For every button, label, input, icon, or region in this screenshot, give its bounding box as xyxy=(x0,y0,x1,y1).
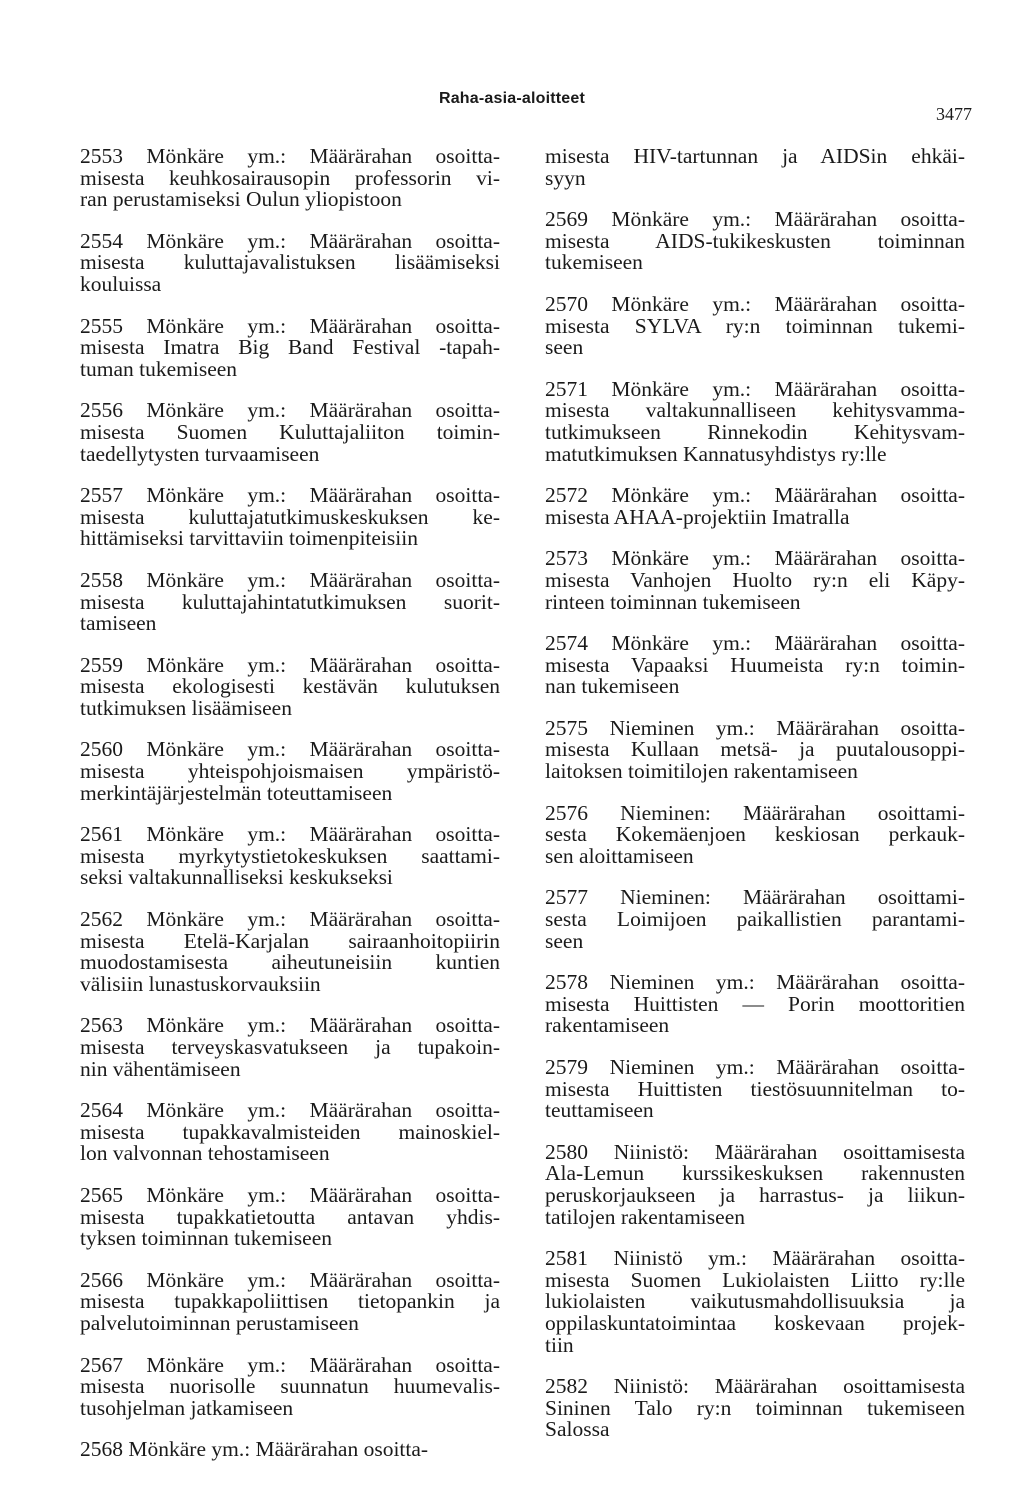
entry-text-line: 2554 Mönkäre ym.: Määrärahan osoitta- xyxy=(80,228,500,253)
entry-text-line: 2580 Niinistö: Määrärahan osoittamisesta xyxy=(545,1139,965,1164)
entry-text-line: palvelutoiminnan perustamiseen xyxy=(80,1310,359,1335)
entry-text-line: Ala-Lemun kurssikeskuksen rakennusten xyxy=(545,1161,965,1186)
entry-text-line: misesta tupakkapoliittisen tietopankin ja xyxy=(80,1289,500,1314)
entry-text-line: misesta kuluttajatutkimuskeskuksen ke- xyxy=(80,504,500,529)
entry-text-line: merkintäjärjestelmän toteuttamiseen xyxy=(80,780,393,805)
entry-text-line: misesta SYLVA ry:n toiminnan tukemi- xyxy=(545,313,965,338)
entry-text-line: tyksen toiminnan tukemiseen xyxy=(80,1226,332,1251)
entry-text-line: tiin xyxy=(545,1332,574,1357)
entry-text-line: misesta keuhkosairausopin professorin vi- xyxy=(80,165,500,190)
entry-text-line: nin vähentämiseen xyxy=(80,1056,241,1081)
entry-text-line: sen aloittamiseen xyxy=(545,843,694,868)
entry-text-line: 2566 Mönkäre ym.: Määrärahan osoitta- xyxy=(80,1267,500,1292)
entry-text-line: tutkimuksen lisäämiseen xyxy=(80,695,292,720)
entry-text-line: lukiolaisten vaikutusmahdollisuuksia ja xyxy=(545,1289,965,1314)
entry-text-line: 2571 Mönkäre ym.: Määrärahan osoitta- xyxy=(545,376,965,401)
entry-text-line: tukemiseen xyxy=(545,250,643,275)
motion-entry xyxy=(80,1267,500,1335)
entry-text-line: taedellytysten turvaamiseen xyxy=(80,441,320,466)
entry-text-line: rakentamiseen xyxy=(545,1013,670,1038)
motion-entry xyxy=(80,567,500,636)
motion-entry xyxy=(545,209,965,274)
entry-text-line: 2581 Niinistö ym.: Määrärahan osoitta- xyxy=(545,1246,965,1271)
motion-entry xyxy=(545,548,965,613)
motion-entry xyxy=(80,1352,500,1420)
entry-text-line: 2553 Mönkäre ym.: Määrärahan osoitta- xyxy=(80,144,500,168)
motion-entry xyxy=(545,485,965,528)
motion-entry xyxy=(545,1057,965,1122)
entry-text-line: nan tukemiseen xyxy=(545,674,680,699)
entry-text-line: misesta Huittisten — Porin moottoritien xyxy=(545,991,965,1016)
entry-text-line: misesta AIDS-tukikeskusten toiminnan xyxy=(545,228,965,253)
motion-entry xyxy=(80,909,500,995)
motion-entry xyxy=(545,291,965,360)
entry-text-line: Sininen Talo ry:n toiminnan tukemiseen xyxy=(545,1395,965,1420)
entry-text-line: 2574 Mönkäre ym.: Määrärahan osoitta- xyxy=(545,631,965,656)
motion-entry xyxy=(80,652,500,720)
entry-text-line: 2567 Mönkäre ym.: Määrärahan osoitta- xyxy=(80,1352,500,1377)
entry-text-line: tamiseen xyxy=(80,611,157,636)
entry-text-line: sesta Loimijoen paikallistien parantami- xyxy=(545,907,965,932)
entry-text-line: syyn xyxy=(545,165,586,190)
entry-text-line: 2565 Mönkäre ym.: Määrärahan osoitta- xyxy=(80,1182,500,1207)
entry-text-line: välisiin lunastuskorvauksiin xyxy=(80,971,321,996)
motion-entry xyxy=(545,376,965,466)
entry-text-line: tutkimukseen Rinnekodin Kehitysvam- xyxy=(545,419,965,444)
entry-text-line: tusohjelman jatkamiseen xyxy=(80,1395,294,1420)
motion-entry xyxy=(545,715,965,784)
entry-text-line: misesta Vapaaksi Huumeista ry:n toimin- xyxy=(545,652,965,677)
entry-text-line: misesta nuorisolle suunnatun huumevalis- xyxy=(80,1374,500,1399)
entry-text-line: 2572 Mönkäre ym.: Määrärahan osoitta- xyxy=(545,483,965,508)
entry-text-line: misesta tupakkavalmisteiden mainoskiel- xyxy=(80,1119,500,1144)
entry-text-line: 2575 Nieminen ym.: Määrärahan osoitta- xyxy=(545,715,965,740)
entry-text-line: misesta valtakunnalliseen kehitysvamma- xyxy=(545,398,965,423)
entry-text-line: seen xyxy=(545,928,584,953)
entry-text-line: 2578 Nieminen ym.: Määrärahan osoitta- xyxy=(545,970,965,995)
entry-text-line: tuman tukemiseen xyxy=(80,356,238,381)
entry-text-line: misesta Imatra Big Band Festival -tapah- xyxy=(80,335,500,360)
entry-text-line: 2562 Mönkäre ym.: Määrärahan osoitta- xyxy=(80,907,500,932)
entry-text-line: 2576 Nieminen: Määrärahan osoittami- xyxy=(545,800,965,825)
entry-text-line: 2559 Mönkäre ym.: Määrärahan osoitta- xyxy=(80,652,500,677)
entry-text-line: teuttamiseen xyxy=(545,1098,654,1123)
entry-text-line: 2555 Mönkäre ym.: Määrärahan osoitta- xyxy=(80,313,500,338)
entry-text-line: misesta yhteispohjoismaisen ympäristö- xyxy=(80,759,500,784)
entry-text-line: sesta Kokemäenjoen keskiosan perkauk- xyxy=(545,822,965,847)
motion-entry xyxy=(80,739,500,804)
entry-text-line: 2573 Mönkäre ym.: Määrärahan osoitta- xyxy=(545,546,965,571)
motion-entry xyxy=(545,633,965,698)
entry-text-line: 2558 Mönkäre ym.: Määrärahan osoitta- xyxy=(80,567,500,592)
motion-entry xyxy=(545,1139,965,1229)
entry-text-line: 2577 Nieminen: Määrärahan osoittami- xyxy=(545,885,965,910)
motion-entry xyxy=(545,1376,965,1441)
motion-entry xyxy=(80,1182,500,1251)
entry-text-line: 2570 Mönkäre ym.: Määrärahan osoitta- xyxy=(545,291,965,316)
entry-text-line: oppilaskuntatoimintaa koskevaan projek- xyxy=(545,1310,965,1335)
motion-entry xyxy=(80,1100,500,1165)
entry-text-line: peruskorjaukseen ja harrastus- ja liikun- xyxy=(545,1182,965,1207)
entry-text-line: misesta AHAA-projektiin Imatralla xyxy=(545,504,850,529)
entry-text-line: seksi valtakunnalliseksi keskukseksi xyxy=(80,865,393,890)
motion-entry xyxy=(545,800,965,868)
entry-text-line: ran perustamiseksi Oulun yliopistoon xyxy=(80,187,402,212)
entry-text-line: misesta Suomen Lukiolaisten Liitto ry:lle xyxy=(545,1267,965,1292)
right-column xyxy=(545,146,965,1461)
motion-entry xyxy=(80,1015,500,1080)
entry-text-line: hittämiseksi tarvittaviin toimenpiteisiin xyxy=(80,526,418,551)
motion-entry xyxy=(545,887,965,952)
motion-entry xyxy=(80,824,500,889)
entry-text-line: misesta Kullaan metsä- ja puutalousoppi- xyxy=(545,737,965,762)
entry-text-line: 2582 Niinistö: Määrärahan osoittamisesta xyxy=(545,1374,965,1399)
entry-text-line: rinteen toiminnan tukemiseen xyxy=(545,589,801,614)
entry-text-line: 2579 Nieminen ym.: Määrärahan osoitta- xyxy=(545,1055,965,1079)
entry-text-line: 2563 Mönkäre ym.: Määrärahan osoitta- xyxy=(80,1013,500,1038)
entry-text-line: seen xyxy=(545,335,584,360)
entry-text-line: 2561 Mönkäre ym.: Määrärahan osoitta- xyxy=(80,822,500,847)
entry-text-line: 2568 Mönkäre ym.: Määrärahan osoitta- xyxy=(80,1437,429,1462)
entry-text-line: 2564 Mönkäre ym.: Määrärahan osoitta- xyxy=(80,1098,500,1123)
motion-entry xyxy=(80,400,500,465)
entry-text-line: matutkimuksen Kannatusyhdistys ry:lle xyxy=(545,441,887,466)
motion-entry xyxy=(80,146,500,211)
running-head: Raha-asia-aloitteet xyxy=(438,90,586,107)
entry-text-line: Salossa xyxy=(545,1417,610,1442)
entry-text-line: laitoksen toimitilojen rakentamiseen xyxy=(545,759,858,784)
entry-text-line: 2557 Mönkäre ym.: Määrärahan osoitta- xyxy=(80,483,500,508)
entry-text-line: 2560 Mönkäre ym.: Määrärahan osoitta- xyxy=(80,737,500,762)
left-column xyxy=(80,146,500,1481)
entry-text-line: tatilojen rakentamiseen xyxy=(545,1204,745,1229)
entry-text-line: misesta myrkytystietokeskuksen saattami- xyxy=(80,843,500,868)
page-number: 3477 xyxy=(936,104,972,124)
entry-text-line: misesta kuluttajahintatutkimuksen suorit- xyxy=(80,589,500,614)
entry-text-line: 2569 Mönkäre ym.: Määrärahan osoitta- xyxy=(545,207,965,232)
entry-text-line: misesta Vanhojen Huolto ry:n eli Käpy- xyxy=(545,567,965,592)
entry-text-line: lon valvonnan tehostamiseen xyxy=(80,1141,330,1166)
entry-text-line: misesta Suomen Kuluttajaliiton toimin- xyxy=(80,419,500,444)
entry-text-line: misesta Etelä-Karjalan sairaanhoitopiirin xyxy=(80,928,500,953)
entry-text-line: misesta tupakkatietoutta antavan yhdis- xyxy=(80,1204,500,1229)
entry-text-line: muodostamisesta aiheutuneisiin kuntien xyxy=(80,950,500,975)
motion-entry xyxy=(545,146,965,189)
entry-text-line: misesta HIV-tartunnan ja AIDSin ehkäi- xyxy=(545,144,965,168)
motion-entry xyxy=(545,972,965,1037)
entry-text-line: misesta Huittisten tiestösuunnitelman to- xyxy=(545,1076,965,1101)
motion-entry xyxy=(545,1248,965,1356)
entry-text-line: misesta kuluttajavalistuksen lisäämiseksi xyxy=(80,250,500,275)
entry-text-line: 2556 Mönkäre ym.: Määrärahan osoitta- xyxy=(80,398,500,423)
motion-entry xyxy=(80,313,500,381)
motion-entry xyxy=(80,228,500,296)
entry-text-line: misesta ekologisesti kestävän kulutuksen xyxy=(80,674,500,699)
motion-entry xyxy=(80,485,500,550)
entry-text-line: misesta terveyskasvatukseen ja tupakoin- xyxy=(80,1035,500,1059)
entry-text-line: kouluissa xyxy=(80,271,162,296)
motion-entry xyxy=(80,1439,500,1461)
